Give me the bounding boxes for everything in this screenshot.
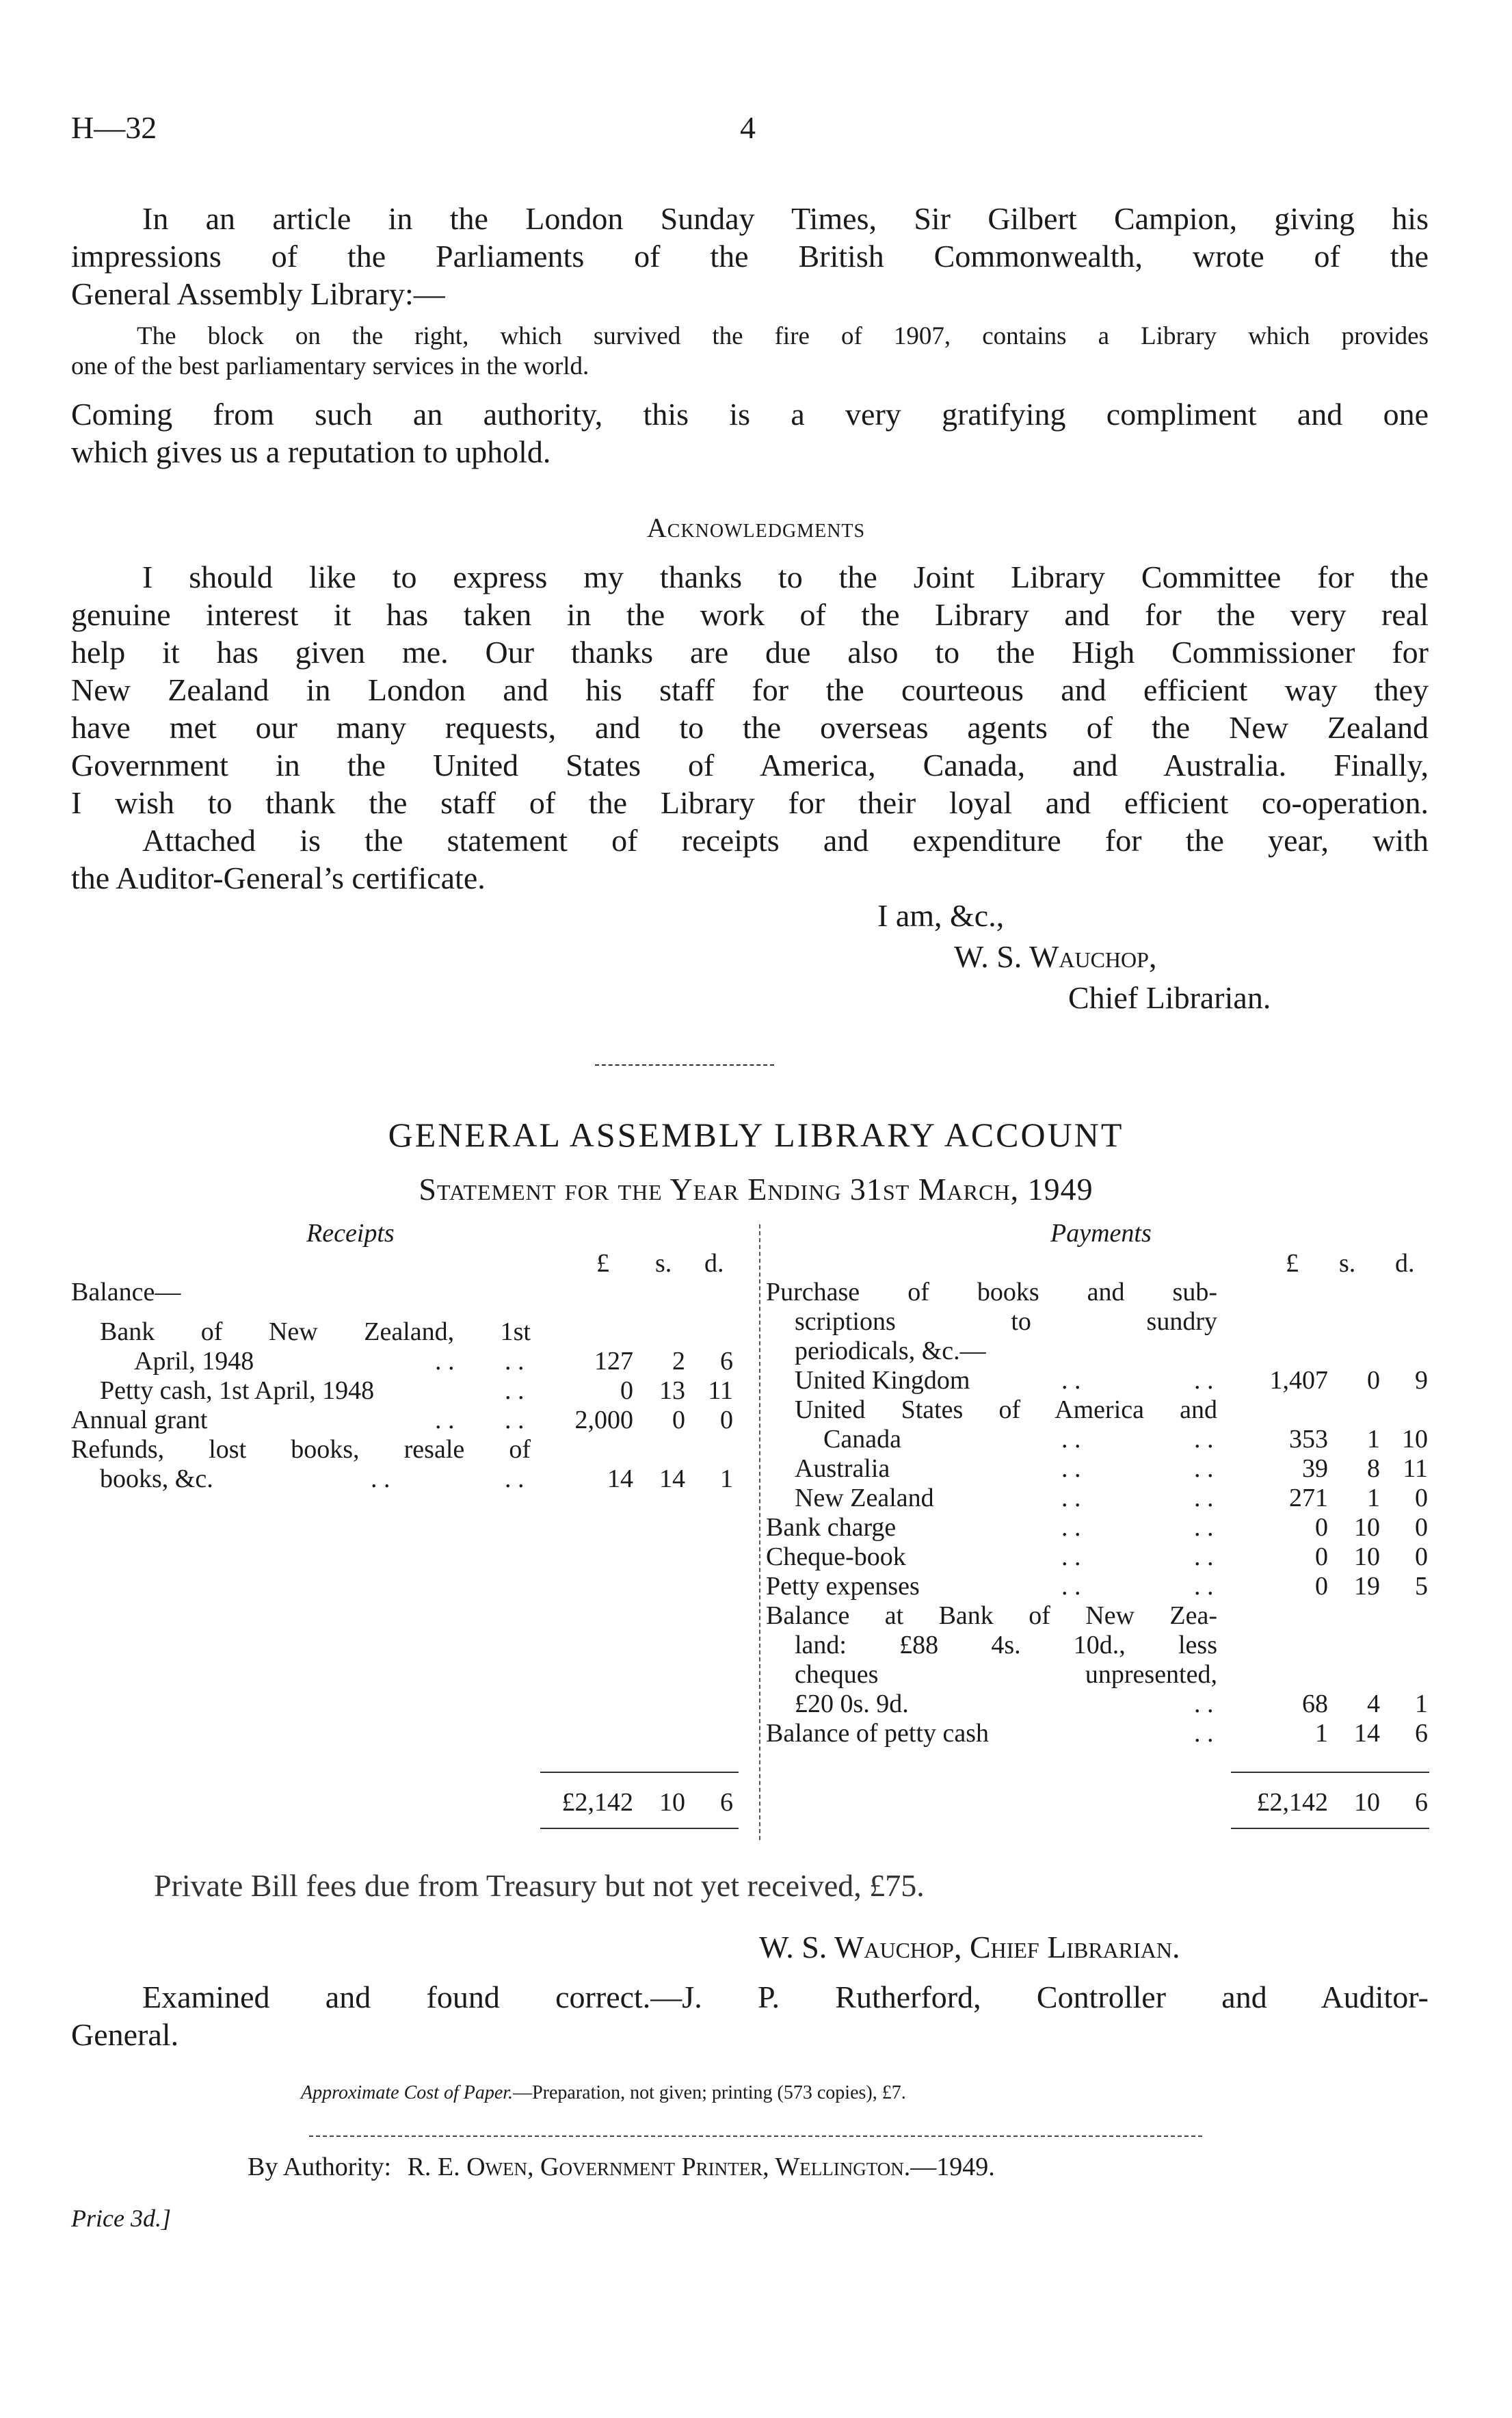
- payment-balance-line4: £20 0s. 9d.: [795, 1690, 909, 1718]
- account-subtitle: Statement for the Year Ending 31st March, 1949: [419, 1172, 1093, 1207]
- payment-petty-balance-pounds: 1: [1315, 1719, 1328, 1748]
- payment-usa-pounds: 353: [1289, 1425, 1328, 1454]
- payment-uk-label: United Kingdom: [795, 1366, 970, 1395]
- payments-heading: Payments: [1050, 1219, 1152, 1248]
- leader-dots: . .: [1194, 1572, 1214, 1601]
- audit-certificate: [71, 1978, 1429, 2053]
- payment-balance-pence: 1: [1415, 1690, 1428, 1718]
- payment-cheque-pounds: 0: [1315, 1542, 1328, 1571]
- private-bill-note: Private Bill fees due from Treasury but not yet received, £75.: [154, 1868, 925, 1903]
- leader-dots: . .: [505, 1376, 525, 1405]
- ack-line: Attached is the statement of receipts and expenditure for the year, with: [142, 823, 1429, 858]
- ack-line: New Zealand in London and his staff for the courteous and efficient way they: [71, 672, 1429, 707]
- leader-dots: . .: [1194, 1542, 1214, 1571]
- payment-purchase-line2: scriptions to sundry: [795, 1307, 1217, 1336]
- receipts-pence-header: d.: [704, 1249, 724, 1278]
- acknowledgments-heading: Acknowledgments: [646, 512, 866, 543]
- payment-cheque-pence: 0: [1415, 1542, 1428, 1571]
- payments-total-pounds: £2,142: [1256, 1788, 1328, 1817]
- column-divider: [759, 1224, 760, 1840]
- intro-line: impressions of the Parliaments of the British Commonwealth, wrote of the: [71, 239, 1429, 274]
- payment-uk-pence: 9: [1415, 1366, 1428, 1395]
- page-number: 4: [740, 110, 756, 145]
- payment-purchase-line3: periodicals, &c.—: [795, 1337, 986, 1365]
- payments-total-rule: [1231, 1772, 1429, 1773]
- payment-petty-exp-pence: 5: [1415, 1572, 1428, 1601]
- receipts-total-bottom-rule: [540, 1828, 739, 1829]
- payment-petty-balance-shillings: 14: [1354, 1719, 1380, 1748]
- ack-line: I wish to thank the staff of the Library for their loyal and efficient co-operation.: [71, 785, 1429, 820]
- receipt-grant-pounds: 2,000: [574, 1406, 633, 1434]
- payment-cheque-shillings: 10: [1354, 1542, 1380, 1571]
- authority-text: R. E. Owen, Government Printer, Wellington.—1949.: [407, 2153, 995, 2181]
- receipts-total-shillings: 10: [659, 1788, 685, 1817]
- payment-nz-shillings: 1: [1367, 1484, 1380, 1512]
- closing: I am, &c.,: [877, 898, 1005, 933]
- leader-dots: . .: [435, 1347, 455, 1376]
- audit-line: General.: [71, 2017, 179, 2052]
- payment-usa-line1: United States of America and: [795, 1395, 1217, 1424]
- payment-usa-pence: 10: [1402, 1425, 1428, 1454]
- receipts-total-rule: [540, 1772, 739, 1773]
- payment-balance-line1: Balance at Bank of New Zea-: [766, 1601, 1217, 1630]
- payment-uk-shillings: 0: [1367, 1366, 1380, 1395]
- receipt-grant-pence: 0: [720, 1406, 733, 1434]
- receipt-refunds-line2: books, &c.: [100, 1464, 213, 1493]
- receipt-petty-pounds: 0: [620, 1376, 633, 1405]
- payment-petty-exp-label: Petty expenses: [766, 1572, 920, 1601]
- receipt-petty-shillings: 13: [659, 1376, 685, 1405]
- payment-petty-balance-pence: 6: [1415, 1719, 1428, 1748]
- leader-dots: . .: [1194, 1690, 1214, 1718]
- receipts-total-pounds: £2,142: [561, 1788, 633, 1817]
- payment-aus-pence: 11: [1403, 1454, 1428, 1483]
- ack-line: help it has given me. Our thanks are due also to the High Commissioner for: [71, 635, 1429, 670]
- payments-pence-header: d.: [1395, 1249, 1415, 1278]
- leader-dots: . .: [1061, 1484, 1081, 1512]
- receipt-bank-shillings: 2: [672, 1347, 685, 1376]
- receipts-total-pence: 6: [720, 1788, 733, 1817]
- receipt-petty-pence: 11: [708, 1376, 733, 1405]
- intro-after-line: which gives us a reputation to uphold.: [71, 434, 551, 469]
- cost-label: Approximate Cost of Paper.: [301, 2082, 514, 2103]
- account-title: GENERAL ASSEMBLY LIBRARY ACCOUNT: [388, 1116, 1124, 1154]
- ack-line: the Auditor-General’s certificate.: [71, 860, 486, 895]
- leader-dots: . .: [1194, 1454, 1214, 1483]
- intro-line: General Assembly Library:—: [71, 276, 445, 311]
- payment-balance-pounds: 68: [1302, 1690, 1328, 1718]
- leader-dots: . .: [1061, 1572, 1081, 1601]
- signature-title: Chief Librarian.: [1068, 980, 1271, 1015]
- receipts-pounds-header: £: [596, 1249, 609, 1278]
- receipt-refunds-pounds: 14: [607, 1464, 633, 1493]
- quote-line: one of the best parliamentary services in the world.: [71, 352, 589, 380]
- quote-line: The block on the right, which survived the fire of 1907, contains a Library which provides: [137, 322, 1429, 350]
- payments-total-shillings: 10: [1354, 1788, 1380, 1817]
- intro-after-line: Coming from such an authority, this is a very gratifying compliment and one: [71, 397, 1429, 432]
- payment-bank-charge-pounds: 0: [1315, 1513, 1328, 1542]
- payment-aus-pounds: 39: [1302, 1454, 1328, 1483]
- ack-line: genuine interest it has taken in the work of the Library and for the very real: [71, 597, 1429, 632]
- payment-cheque-label: Cheque-book: [766, 1542, 906, 1571]
- leader-dots: . .: [371, 1464, 390, 1493]
- receipts-shillings-header: s.: [655, 1249, 672, 1278]
- payments-total-pence: 6: [1415, 1788, 1428, 1817]
- receipt-refunds-shillings: 14: [659, 1464, 685, 1493]
- intro-line: In an article in the London Sunday Times, Sir Gilbert Campion, giving his: [142, 201, 1429, 236]
- receipt-balance-label: Balance—: [71, 1278, 181, 1306]
- payment-nz-pence: 0: [1415, 1484, 1428, 1512]
- payments-pounds-header: £: [1286, 1249, 1299, 1278]
- leader-dots: . .: [505, 1406, 525, 1434]
- receipt-grant-label: Annual grant: [71, 1406, 208, 1434]
- payment-usa-shillings: 1: [1367, 1425, 1380, 1454]
- payment-uk-pounds: 1,407: [1269, 1366, 1328, 1395]
- document-code: H—32: [71, 110, 157, 145]
- leader-dots: . .: [1061, 1513, 1081, 1542]
- payment-petty-balance-label: Balance of petty cash: [766, 1719, 990, 1748]
- ack-line: have met our many requests, and to the overseas agents of the New Zealand: [71, 710, 1429, 745]
- payments-shillings-header: s.: [1339, 1249, 1356, 1278]
- payment-balance-shillings: 4: [1367, 1690, 1380, 1718]
- receipt-bank-pounds: 127: [594, 1347, 633, 1376]
- signature-name: W. S. Wauchop,: [954, 939, 1157, 974]
- payment-nz-pounds: 271: [1289, 1484, 1328, 1512]
- receipt-bank-line2: April, 1948: [134, 1347, 254, 1376]
- payment-balance-line3: cheques unpresented,: [795, 1660, 1217, 1689]
- account-signature: W. S. Wauchop, Chief Librarian.: [759, 1930, 1180, 1964]
- receipt-bank-pence: 6: [720, 1347, 733, 1376]
- payment-purchase-line1: Purchase of books and sub-: [766, 1278, 1217, 1306]
- receipts-heading: Receipts: [306, 1219, 395, 1248]
- payment-aus-label: Australia: [795, 1454, 890, 1483]
- cost-note: [301, 2082, 906, 2104]
- payment-bank-charge-label: Bank charge: [766, 1513, 897, 1542]
- authority-prefix: By Authority:: [248, 2153, 392, 2181]
- leader-dots: . .: [1061, 1454, 1081, 1483]
- leader-dots: . .: [1061, 1425, 1081, 1454]
- audit-line: Examined and found correct.—J. P. Rutherford, Controller and Auditor-: [142, 1980, 1429, 2014]
- leader-dots: . .: [1061, 1366, 1081, 1395]
- footer-divider: [309, 2136, 1202, 2137]
- receipt-grant-shillings: 0: [672, 1406, 685, 1434]
- leader-dots: . .: [505, 1347, 525, 1376]
- leader-dots: . .: [435, 1406, 455, 1434]
- leader-dots: . .: [505, 1464, 525, 1493]
- price: Price 3d.]: [71, 2205, 171, 2232]
- payments-total-bottom-rule: [1231, 1828, 1429, 1829]
- authority-line: [248, 2152, 995, 2182]
- receipt-refunds-line1: Refunds, lost books, resale of: [71, 1435, 531, 1464]
- ack-line: Government in the United States of America, Canada, and Australia. Finally,: [71, 748, 1429, 783]
- leader-dots: . .: [1194, 1719, 1214, 1748]
- payment-usa-line2: Canada: [823, 1425, 901, 1454]
- leader-dots: . .: [1061, 1542, 1081, 1571]
- payment-petty-exp-shillings: 19: [1354, 1572, 1380, 1601]
- payment-bank-charge-shillings: 10: [1354, 1513, 1380, 1542]
- payment-balance-line2: land: £88 4s. 10d., less: [795, 1631, 1217, 1659]
- payment-petty-exp-pounds: 0: [1315, 1572, 1328, 1601]
- payment-bank-charge-pence: 0: [1415, 1513, 1428, 1542]
- leader-dots: . .: [1194, 1425, 1214, 1454]
- receipt-petty-label: Petty cash, 1st April, 1948: [100, 1376, 375, 1405]
- leader-dots: . .: [1194, 1366, 1214, 1395]
- leader-dots: . .: [1194, 1513, 1214, 1542]
- leader-dots: . .: [1194, 1484, 1214, 1512]
- receipt-bank-line1: Bank of New Zealand, 1st: [100, 1317, 531, 1346]
- receipt-refunds-pence: 1: [720, 1464, 733, 1493]
- ack-line: I should like to express my thanks to the Joint Library Committee for the: [142, 560, 1429, 594]
- payment-aus-shillings: 8: [1367, 1454, 1380, 1483]
- payment-nz-label: New Zealand: [795, 1484, 934, 1512]
- cost-text: —Preparation, not given; printing (573 copies), £7.: [513, 2082, 906, 2103]
